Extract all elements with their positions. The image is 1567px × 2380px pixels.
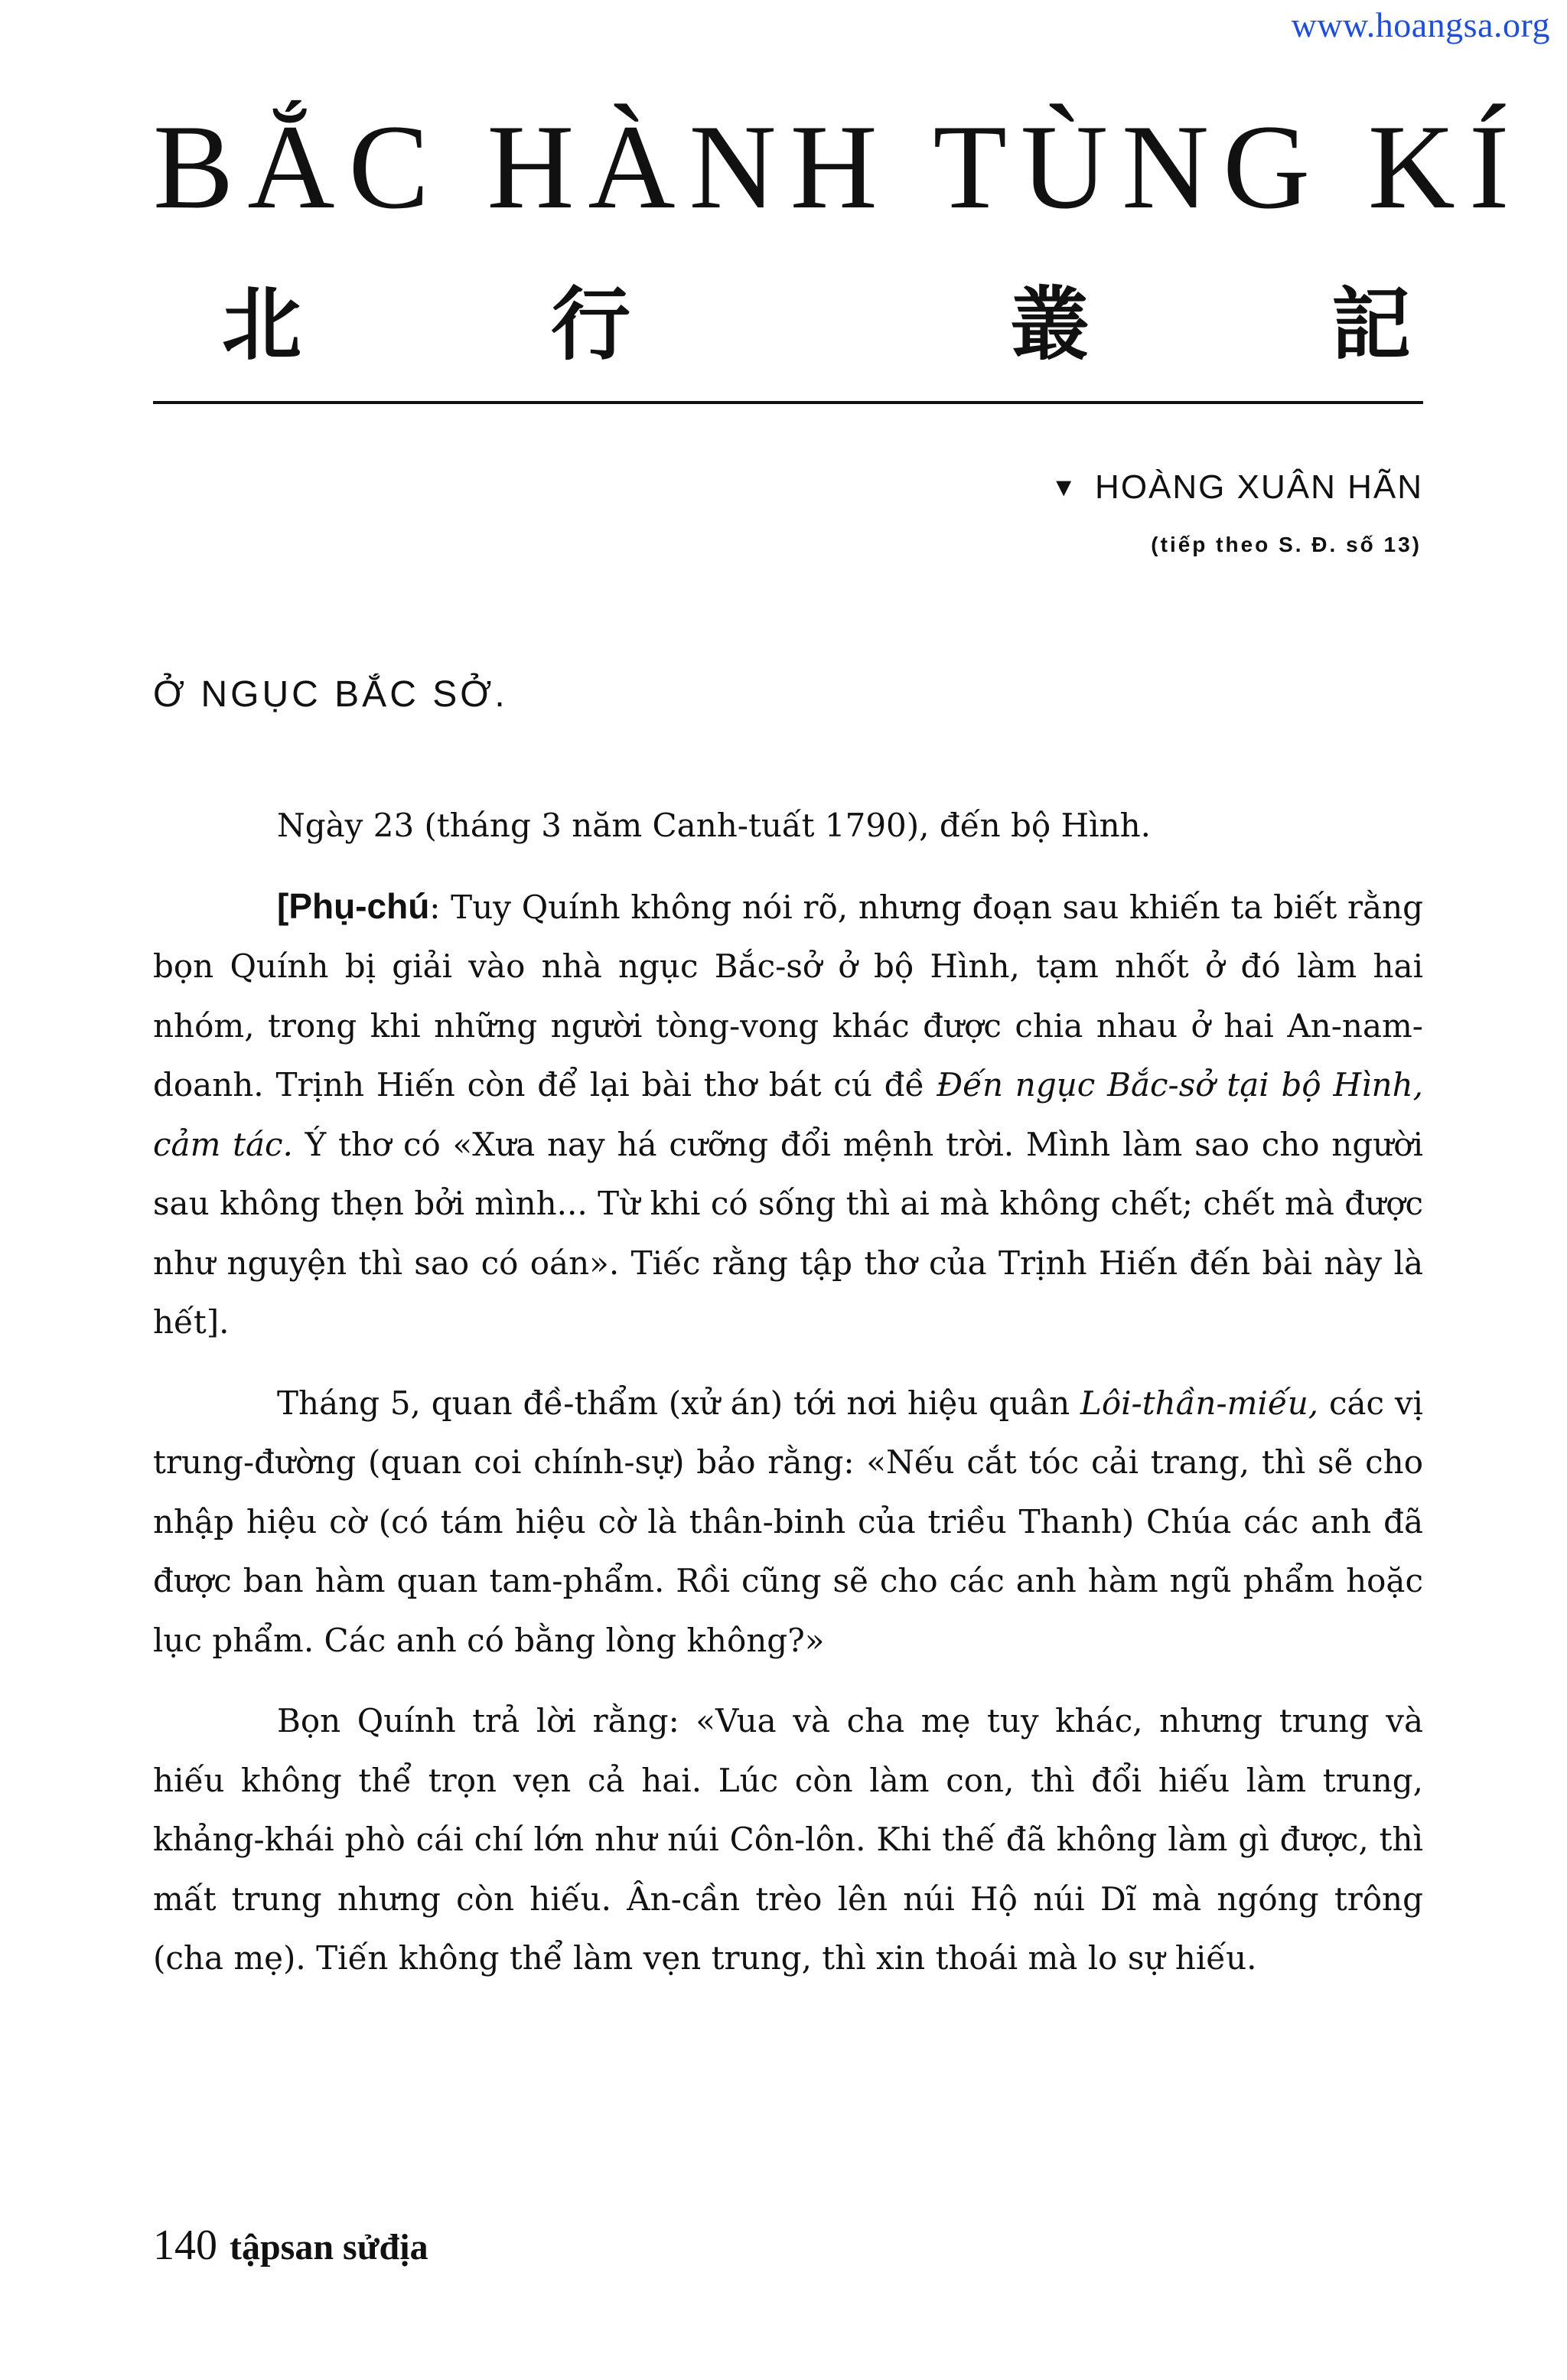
watermark-link[interactable]: www.hoangsa.org: [1291, 5, 1550, 44]
place-name: Lôi-thần-miếu,: [1080, 1384, 1319, 1422]
paragraph-3-text-b: các vị trung-đường (quan coi chính-sự) bảo rằng: «Nếu cắt tóc cải trang, thì sẽ cho nhập hiệu cờ (có tám hiệu cờ là thân-binh của triều Thanh) Chúa các anh đã được ban hàm quan tam-phẩm. Rồi cũng sẽ cho các anh hàm ngũ phẩm hoặc lục phẩm. Các anh có bằng lòng không?»: [153, 1384, 1423, 1659]
title-divider: [153, 401, 1423, 404]
poem-title: Đến ngục Bắc-sở tại bộ Hình, cảm tác.: [153, 1066, 1423, 1163]
magazine-name: tậpsan sửđịa: [230, 2227, 428, 2268]
continued-note: (tiếp theo S. Đ. số 13): [1151, 533, 1422, 556]
author-name: HOÀNG XUÂN HÃN: [1095, 468, 1423, 506]
hanzi-char-4: 記: [1331, 277, 1412, 371]
page-number: 140: [153, 2222, 217, 2269]
page-footer: [153, 2221, 428, 2270]
hanzi-char-3: 叢: [1010, 277, 1090, 371]
hanzi-char-2: 行: [551, 277, 631, 371]
paragraph-4: Bọn Quính trả lời rằng: «Vua và cha mẹ tuy khác, nhưng trung và hiếu không thể trọn vẹn cả hai. Lúc còn làm con, thì đổi hiếu làm trung, khảng-khái phò cái chí lớn như núi Côn-lôn. Khi thế đã không làm gì được, thì mất trung nhưng còn hiếu. Ân-cần trèo lên núi Hộ núi Dĩ mà ngóng trông (cha mẹ). Tiến không thể làm vẹn trung, thì xin thoái mà lo sự hiếu.: [153, 1702, 1423, 1977]
section-heading: Ở NGỤC BẮC SỞ.: [153, 674, 508, 715]
triangle-marker-icon: ▼: [1051, 473, 1079, 502]
paragraph-1: Ngày 23 (tháng 3 năm Canh-tuất 1790), đến bộ Hình.: [277, 807, 1152, 844]
hanzi-char-1: 北: [222, 277, 302, 371]
paragraph-2: [153, 877, 1423, 1352]
paragraph-2-text-a: : Tuy Quính không nói rõ, nhưng đoạn sau khiến ta biết rằng bọn Quính bị giải vào nhà ngục Bắc-sở ở bộ Hình, tạm nhốt ở đó làm hai nhóm, trong khi những người tòng-vong khác được chia nhau ở hai An-nam-doanh. Trịnh Hiến còn để lại bài thơ bát cú đề: [153, 888, 1423, 1104]
paragraph-2-text-b: Ý thơ có «Xưa nay há cưỡng đổi mệnh trời. Mình làm sao cho người sau không thẹn bởi mình... Từ khi có sống thì ai mà không chết; chết mà được như nguyện thì sao có oán». Tiếc rằng tập thơ của Trịnh Hiến đến bài này là hết].: [153, 1125, 1423, 1341]
author-line: [1051, 468, 1423, 507]
title-hanzi-row: [222, 277, 1431, 384]
article-body: [153, 796, 1423, 1988]
page-title: BẮC HÀNH TÙNG KÍ: [153, 100, 1523, 234]
paragraph-3-text-a: Tháng 5, quan đề-thẩm (xử án) tới nơi hiệu quân: [277, 1384, 1080, 1422]
note-label: [Phụ-chú: [277, 885, 430, 926]
paragraph-3: [153, 1374, 1423, 1671]
